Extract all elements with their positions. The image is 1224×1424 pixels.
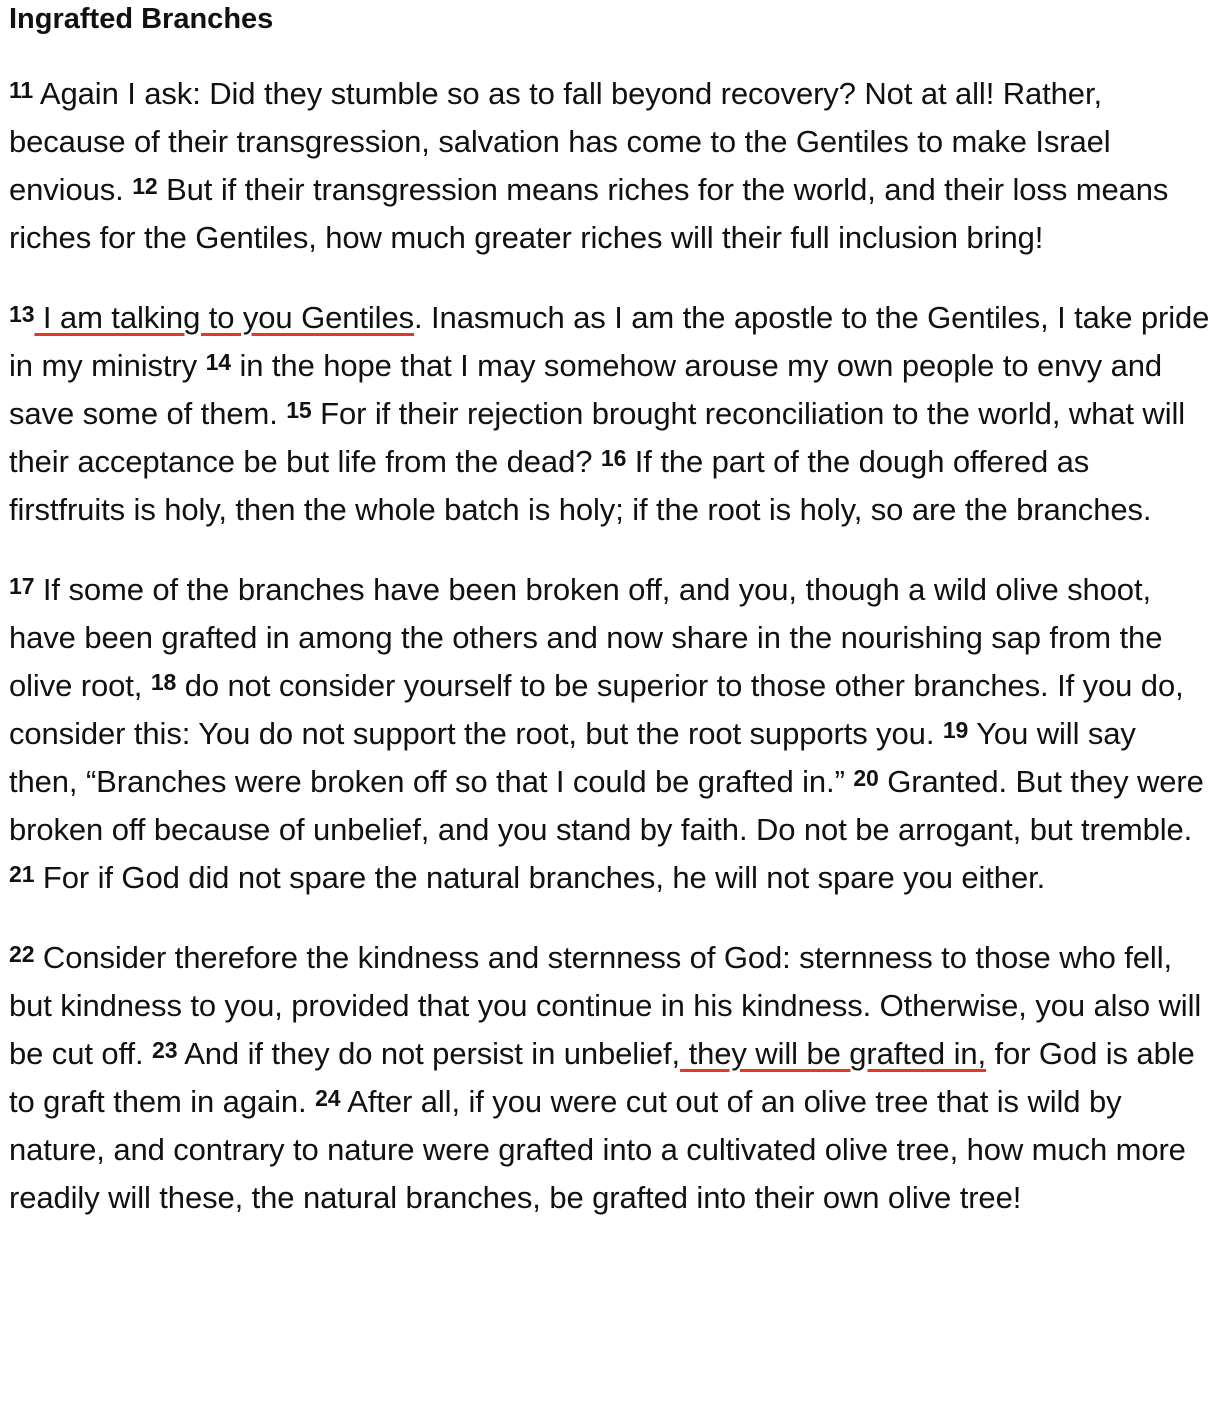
verse-text: For if their rejection brought reconciliation to the world, what will their acceptance be but life from the dead? [9, 396, 1186, 479]
underlined-highlight: they will be grafted in, [680, 1036, 987, 1071]
verse-number: 24 [315, 1085, 341, 1111]
section-heading: Ingrafted Branches [9, 3, 274, 35]
verse-number: 18 [150, 669, 177, 695]
verse-number: 16 [600, 445, 627, 471]
verse-text: for God is able to graft them in again. [9, 1036, 1195, 1119]
verse-number: 23 [152, 1037, 178, 1063]
underlined-highlight: I am talking to you Gentiles [34, 300, 415, 335]
verse-number: 19 [942, 717, 969, 743]
verse-text: Consider therefore the kindness and sternness of God: sternness to those who fell, but kindness to you, provided that you continue in his kindness. Otherwise, you also will be cut off. [9, 940, 1202, 1071]
verse-number: 13 [9, 301, 35, 327]
verse-text: But if their transgression means riches for the world, and their loss means riches for the Gentiles, how much greater riches will their full inclusion bring! [9, 172, 1169, 255]
verse-text: in the hope that I may somehow arouse my own people to envy and save some of them. [9, 348, 1163, 431]
verse-text: . Inasmuch as I am the apostle to the Gentiles, I take pride in my ministry [9, 300, 1210, 383]
paragraph-4 [9, 934, 1210, 1222]
verse-number: 21 [9, 861, 35, 887]
verse-text: If some of the branches have been broken off, and you, though a wild olive shoot, have been grafted in among the others and now share in the nourishing sap from the olive root, [9, 572, 1163, 703]
verse-text: For if God did not spare the natural branches, he will not spare you either. [34, 860, 1046, 895]
verse-number: 11 [9, 77, 34, 103]
verse-text: Granted. But they were broken off because of unbelief, and you stand by faith. Do not be arrogant, but tremble. [9, 764, 1204, 847]
verse-number: 17 [9, 573, 35, 599]
verse-text: If the part of the dough offered as firstfruits is holy, then the whole batch is holy; if the root is holy, so are the branches. [9, 444, 1152, 527]
verse-number: 20 [853, 765, 879, 791]
verse-text: After all, if you were cut out of an olive tree that is wild by nature, and contrary to nature were grafted into a cultivated olive tree, how much more readily will these, the natural branches, be grafted into their own olive tree! [9, 1084, 1186, 1215]
verse-text: Again I ask: Did they stumble so as to fall beyond recovery? Not at all! Rather, because of their transgression, salvation has come to the Gentiles to make Israel envious. [9, 76, 1111, 207]
verse-number: 12 [132, 173, 158, 199]
verse-text: You will say then, “Branches were broken off so that I could be grafted in.” [9, 716, 1136, 799]
paragraph-3 [9, 566, 1210, 902]
verse-number: 22 [9, 941, 35, 967]
verse-text: do not consider yourself to be superior to those other branches. If you do, consider this: You do not support the root, but the root supports you. [9, 668, 1184, 751]
paragraph-1 [9, 70, 1210, 262]
paragraph-2 [9, 294, 1210, 534]
verse-number: 14 [205, 349, 231, 375]
verse-text: And if they do not persist in unbelief, [177, 1036, 681, 1071]
verse-number: 15 [286, 397, 312, 423]
